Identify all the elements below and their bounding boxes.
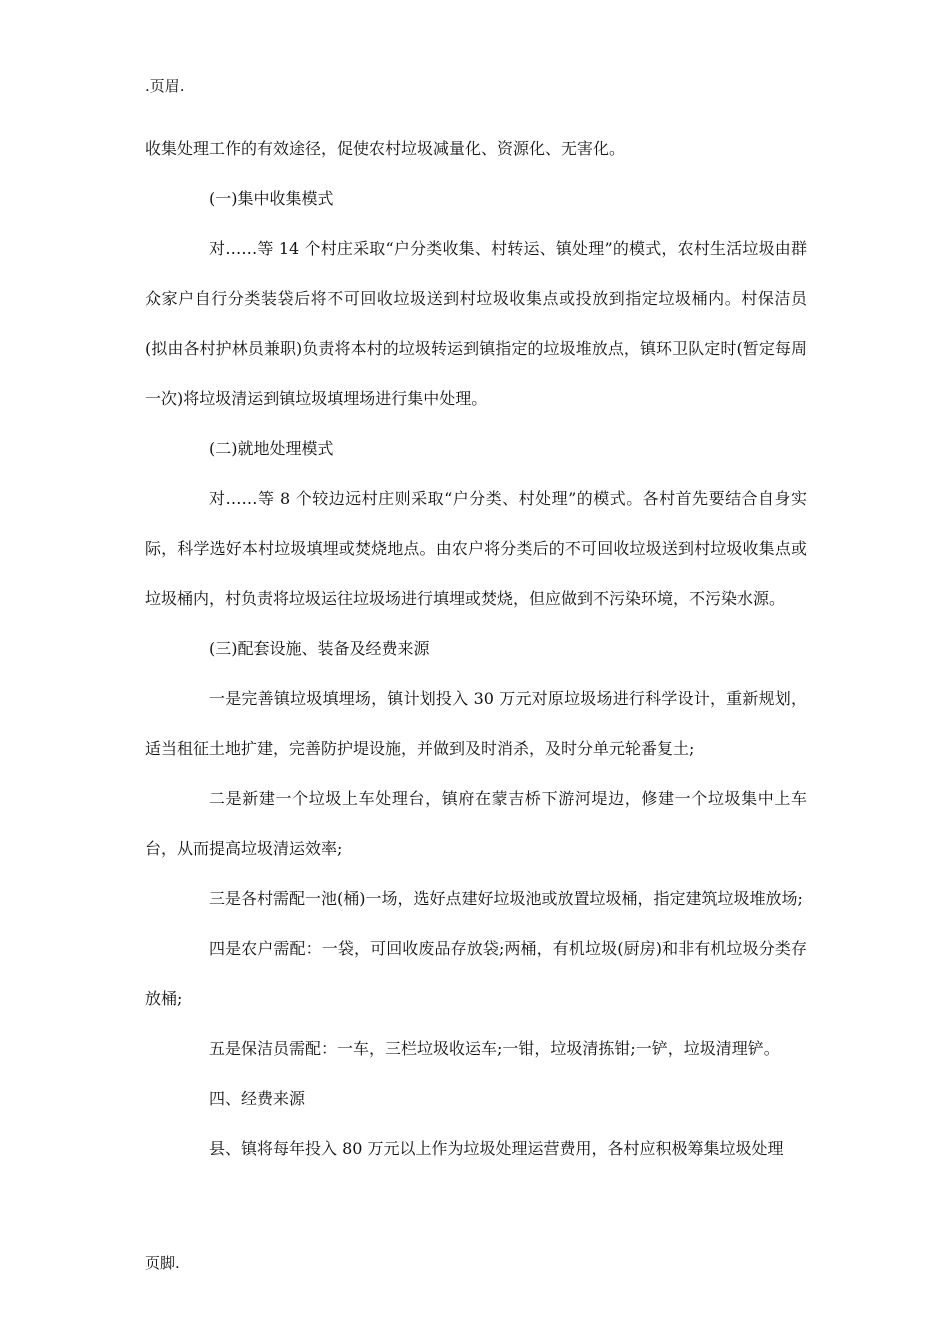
page-footer: 页脚.	[145, 1254, 180, 1272]
paragraph: 对……等 14 个村庄采取“户分类收集、村转运、镇处理”的模式，农村生活垃圾由群众家户自行分类装袋后将不可回收垃圾送到村垃圾收集点或投放到指定垃圾桶内。村保洁员(拟由各村护林员兼职)负责将本村的垃圾转运到镇指定的垃圾堆放点，镇环卫队定时(暂定每周一次)将垃圾清运到镇垃圾填埋场进行集中处理。	[145, 239, 807, 408]
paragraph: 对……等 8 个较边远村庄则采取“户分类、村处理”的模式。各村首先要结合自身实际，科学选好本村垃圾填埋或焚烧地点。由农户将分类后的不可回收垃圾送到村垃圾收集点或垃圾桶内，村负责将垃圾运往垃圾场进行填埋或焚烧，但应做到不污染环境，不污染水源。	[145, 489, 807, 608]
paragraph: 五是保洁员需配：一车，三栏垃圾收运车;一钳，垃圾清拣钳;一铲，垃圾清理铲。	[209, 1039, 780, 1058]
paragraph: 县、镇将每年投入 80 万元以上作为垃圾处理运营费用，各村应积极筹集垃圾处理	[209, 1139, 784, 1158]
section-heading: (二)就地处理模式	[209, 439, 334, 458]
paragraph: 一是完善镇垃圾填埋场，镇计划投入 30 万元对原垃圾场进行科学设计，重新规划，适当租征土地扩建，完善防护堤设施，并做到及时消杀，及时分单元轮番复土;	[145, 689, 807, 758]
section-heading: 四、经费来源	[209, 1089, 306, 1108]
paragraph: 收集处理工作的有效途径，促使农村垃圾减量化、资源化、无害化。	[145, 139, 626, 158]
document-body	[145, 124, 807, 1174]
paragraph: 二是新建一个垃圾上车处理台，镇府在蒙吉桥下游河堤边，修建一个垃圾集中上车台，从而提高垃圾清运效率;	[145, 789, 807, 858]
paragraph: 三是各村需配一池(桶)一场，选好点建好垃圾池或放置垃圾桶，指定建筑垃圾堆放场;	[209, 889, 803, 908]
section-heading: (一)集中收集模式	[209, 189, 334, 208]
section-heading: (三)配套设施、装备及经费来源	[209, 639, 430, 658]
page-header: .页眉.	[145, 77, 185, 95]
paragraph: 四是农户需配：一袋，可回收废品存放袋;两桶，有机垃圾(厨房)和非有机垃圾分类存放桶;	[145, 939, 807, 1008]
